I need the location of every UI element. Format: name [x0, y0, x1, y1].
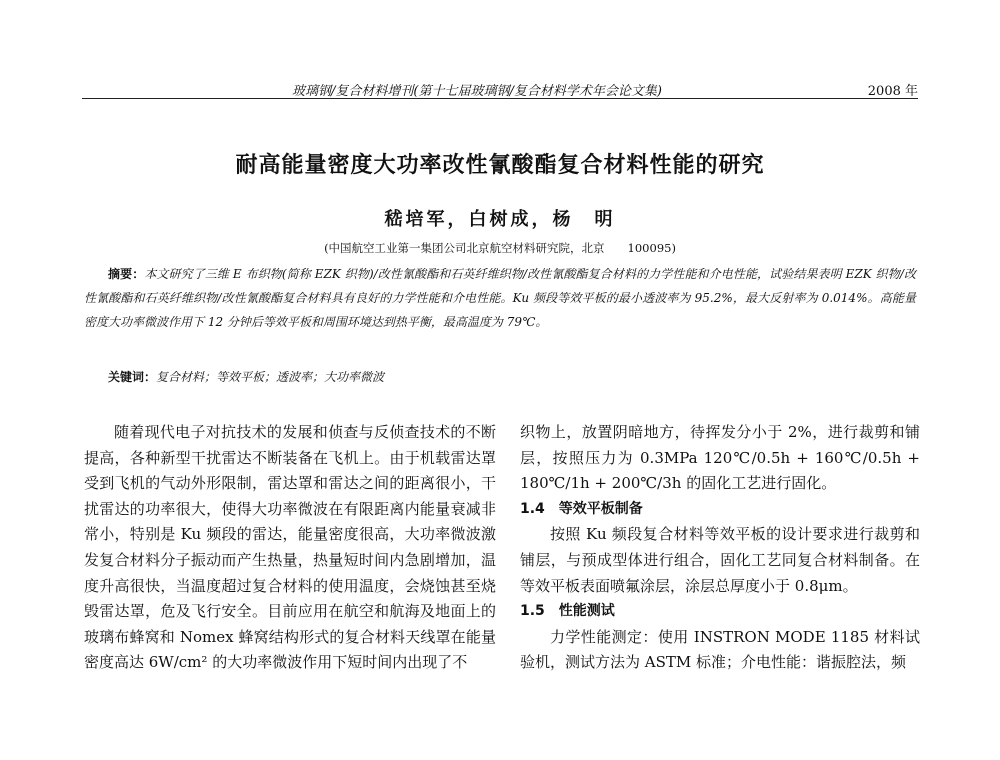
header-rule	[82, 98, 918, 99]
running-header	[82, 76, 918, 100]
affiliation: (中国航空工业第一集团公司北京航空材料研究院，北京 100095)	[324, 241, 676, 255]
intro-paragraph: 随着现代电子对抗技术的发展和侦查与反侦查技术的不断提高，各种新型干扰雷达不断装备在飞机上。由于机载雷达罩受到飞机的气动外形限制，雷达罩和雷达之间的距离很小，干扰雷达的功率很大，使得大功率微波在有限距离内能量衰减非常小，特别是 Ku 频段的雷达，能量密度很高，大功率微波激发复合材料分子振动而产生热量，热量短时间内急剧增加，温度升高很快，当温度超过复合材料的使用温度，会烧蚀甚至烧毁雷达罩，危及飞行安全。目前应用在航空和航海及地面上的玻璃布蜂窝和 Nomex 蜂窝结构形式的复合材料天线罩在能量密度高达 6W/cm² 的大功率微波作用下短时间内出现了不	[84, 423, 496, 672]
section-text-1-4: 按照 Ku 频段复合材料等效平板的设计要求进行裁剪和铺层，与预成型体进行组合，固化工艺同复合材料制备。在等效平板表面喷氟涂层，涂层总厚度小于 0.8μm。	[520, 525, 920, 595]
right-column	[520, 420, 920, 676]
keywords	[84, 368, 916, 385]
section-heading-1-5: 1.5 性能测试	[520, 603, 615, 620]
journal-title: 玻璃钢/复合材料增刊(第十七届玻璃钢/复合材料学术年会论文集)	[292, 84, 662, 99]
continued-paragraph: 织物上，放置阴暗地方，待挥发分小于 2%，进行裁剪和铺层，按照压力为 0.3MPa 120℃/0.5h + 160℃/0.5h + 180℃/1h + 200℃/3h 的固化工艺进行固化。	[520, 423, 920, 493]
left-column	[84, 420, 496, 676]
abstract-text: 本文研究了三维 E 布织物(简称 EZK 织物)/改性氰酸酯和石英纤维织物/改性氰酸酯复合材料的力学性能和介电性能，试验结果表明 EZK 织物/改性氰酸酯和石英纤维织物/改性氰酸酯复合材料具有良好的力学性能和介电性能。Ku 频段等效平板的最小透波率为 95.2%，最大反射率为 0.014%。高能量密度大功率微波作用下 12 分钟后等效平板和周围环境达到热平衡，最高温度为 79℃。	[84, 267, 916, 329]
abstract-label: 摘要：	[108, 267, 145, 281]
keywords-text: 复合材料；等效平板；透波率；大功率微波	[156, 370, 385, 384]
paper-title: 耐高能量密度大功率改性氰酸酯复合材料性能的研究	[235, 153, 765, 178]
publication-year: 2008 年	[867, 84, 918, 99]
keywords-label: 关键词：	[108, 370, 157, 384]
section-heading-1-4: 1.4 等效平板制备	[520, 500, 643, 517]
abstract	[84, 262, 916, 334]
authors: 嵇培军，白树成，杨 明	[384, 209, 616, 230]
section-text-1-5: 力学性能测定：使用 INSTRON MODE 1185 材料试验机，测试方法为 ASTM 标准；介电性能：谐振腔法，频	[520, 627, 920, 672]
